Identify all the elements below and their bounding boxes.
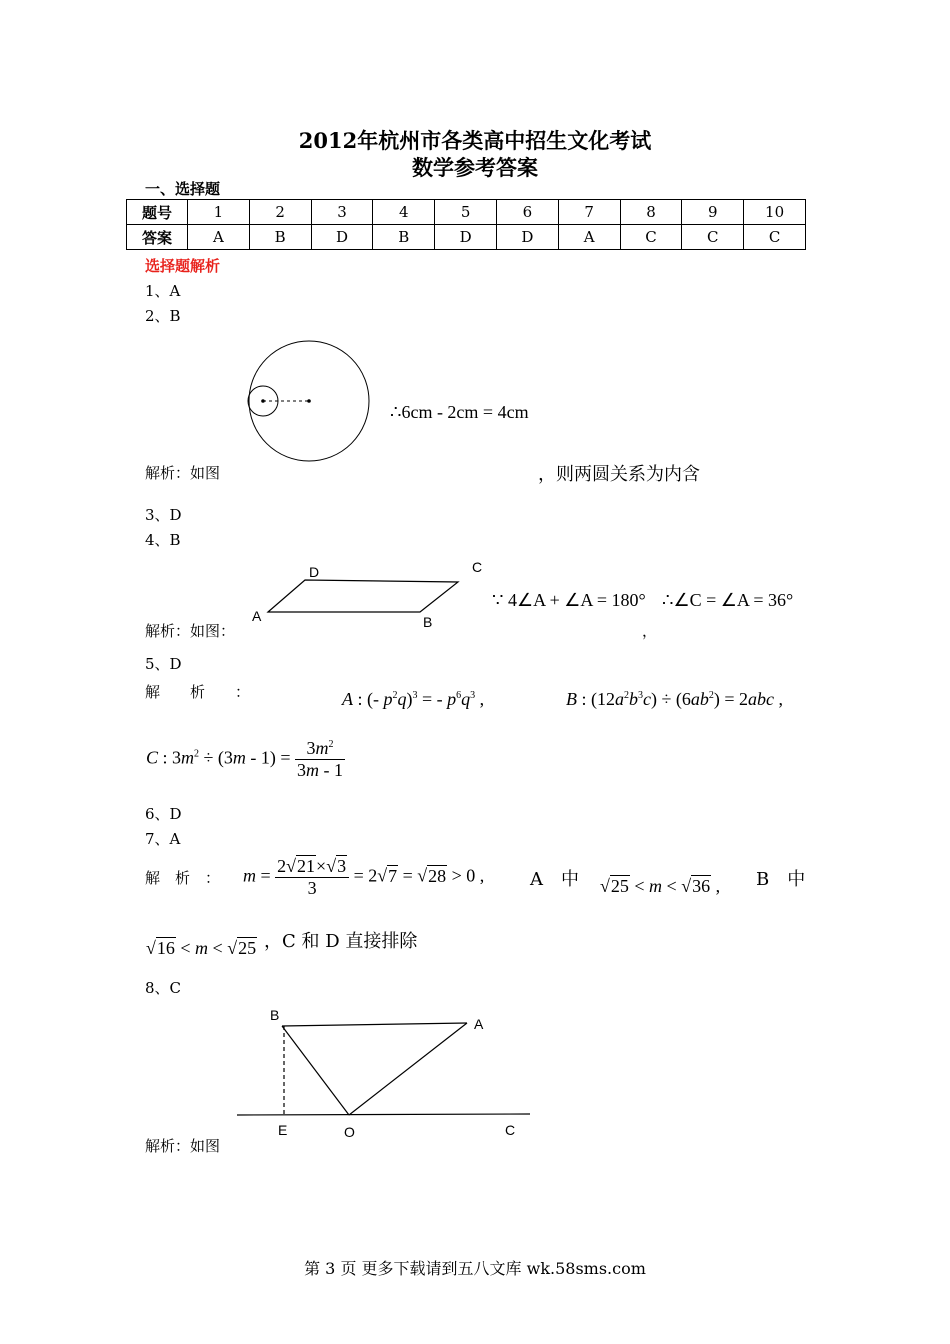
q2-formula: ∴6cm - 2cm = 4cm: [390, 402, 529, 422]
table-cell: 2: [249, 200, 311, 225]
answer-item: 7、A: [145, 830, 181, 848]
q7-formula-a: √25 < m < √36 ,: [600, 876, 721, 896]
q2-conclusion: ，则两圆关系为内含: [538, 464, 700, 485]
segment-ba: [282, 1023, 467, 1026]
vertex-label-b: B: [270, 1007, 280, 1023]
q5-formula-c: C : $3m^2 \div (3m - 1)$ = $\frac{3m^2}{3m - 1}$: [146, 738, 344, 780]
segment-bo: [282, 1026, 349, 1115]
page-subtitle: 数学参考答案: [412, 155, 538, 180]
q4-comma: ，: [642, 622, 658, 640]
table-cell: D: [496, 225, 558, 250]
parallelogram-figure: [245, 555, 495, 635]
answer-item: 4、B: [145, 531, 181, 549]
page-title: 2012年杭州市各类高中招生文化考试: [298, 128, 652, 153]
answer-item: 6、D: [145, 805, 182, 823]
table-cell: 10: [744, 200, 806, 225]
table-cell: 8: [620, 200, 682, 225]
analysis-heading: 选择题解析: [145, 257, 221, 275]
vertex-label-e: E: [278, 1122, 288, 1138]
table-row: [127, 225, 806, 250]
fraction: $\frac{2√21\times√3}{3}$: [275, 856, 349, 899]
table-cell: 3: [311, 200, 373, 225]
table-row: [127, 200, 806, 225]
q7-option-b-label: B 中: [756, 869, 806, 890]
q4-formula-2: ∴∠C = ∠A = 36°: [662, 590, 794, 610]
table-cell: 9: [682, 200, 744, 225]
analysis-label: 解 析 ：: [145, 869, 221, 887]
table-cell: C: [620, 225, 682, 250]
answer-item: 5、D: [145, 655, 182, 673]
triangle-figure: [230, 1000, 540, 1150]
vertex-label-c: C: [472, 559, 483, 575]
fraction: $\frac{3m^2}{3m - 1}$: [297, 738, 344, 780]
table-cell: C: [744, 225, 806, 250]
vertex-label-a: A: [252, 608, 262, 624]
vertex-label-d: D: [309, 564, 320, 580]
q7-conclusion: ，C 和 D 直接排除: [264, 931, 418, 952]
table-cell: 5: [435, 200, 497, 225]
vertex-label-c: C: [505, 1122, 516, 1138]
vertex-label-b: B: [423, 614, 433, 630]
table-cell: D: [435, 225, 497, 250]
q4-formula-1: ∵ 4∠A + ∠A = 180°: [492, 590, 646, 610]
table-cell: 4: [373, 200, 435, 225]
answer-item: 8、C: [145, 979, 182, 997]
answer-table: [126, 199, 806, 250]
analysis-label: 解析：如图：: [145, 622, 236, 640]
answer-item: 3、D: [145, 506, 182, 524]
table-cell: A: [558, 225, 620, 250]
analysis-label: 解 析 ：: [145, 683, 251, 701]
table-cell: D: [311, 225, 373, 250]
large-center-point: [307, 399, 311, 403]
vertex-label-o: O: [344, 1124, 355, 1140]
parallelogram: [268, 580, 458, 612]
two-circles-figure: [240, 335, 380, 470]
q7-formula-m: m = $\frac{2√21\times√3}{3}$ = 2√7 = √28 > 0 ,: [243, 856, 485, 898]
table-row-label: 答案: [127, 225, 188, 250]
segment-ao: [349, 1023, 467, 1115]
analysis-label: 解析：如图: [145, 464, 221, 482]
baseline: [237, 1114, 530, 1115]
q5-formula-b: B : $(12a^2b^3c) \div (6ab^2) = 2abc$ ,: [566, 689, 784, 709]
table-cell: A: [188, 225, 250, 250]
table-cell: C: [682, 225, 744, 250]
q5-formula-a: A : (- $p^2q)^3$ = - $p^6q^3$ ,: [342, 689, 485, 709]
table-row-label: 题号: [127, 200, 188, 225]
answer-item: 1、A: [145, 282, 181, 300]
page-footer: 第 3 页 更多下载请到五八文库 wk.58sms.com: [304, 1259, 646, 1278]
table-cell: 6: [496, 200, 558, 225]
q7-option-a-label: A 中: [530, 869, 579, 890]
analysis-label: 解析：如图: [145, 1137, 221, 1155]
answer-item: 2、B: [145, 307, 181, 325]
table-cell: 7: [558, 200, 620, 225]
q7-formula-b: √16 < m < √25: [146, 938, 257, 958]
table-cell: 1: [188, 200, 250, 225]
table-cell: B: [249, 225, 311, 250]
small-center-point: [261, 399, 265, 403]
vertex-label-a: A: [474, 1016, 484, 1032]
section-heading: 一、选择题: [145, 180, 221, 198]
table-cell: B: [373, 225, 435, 250]
